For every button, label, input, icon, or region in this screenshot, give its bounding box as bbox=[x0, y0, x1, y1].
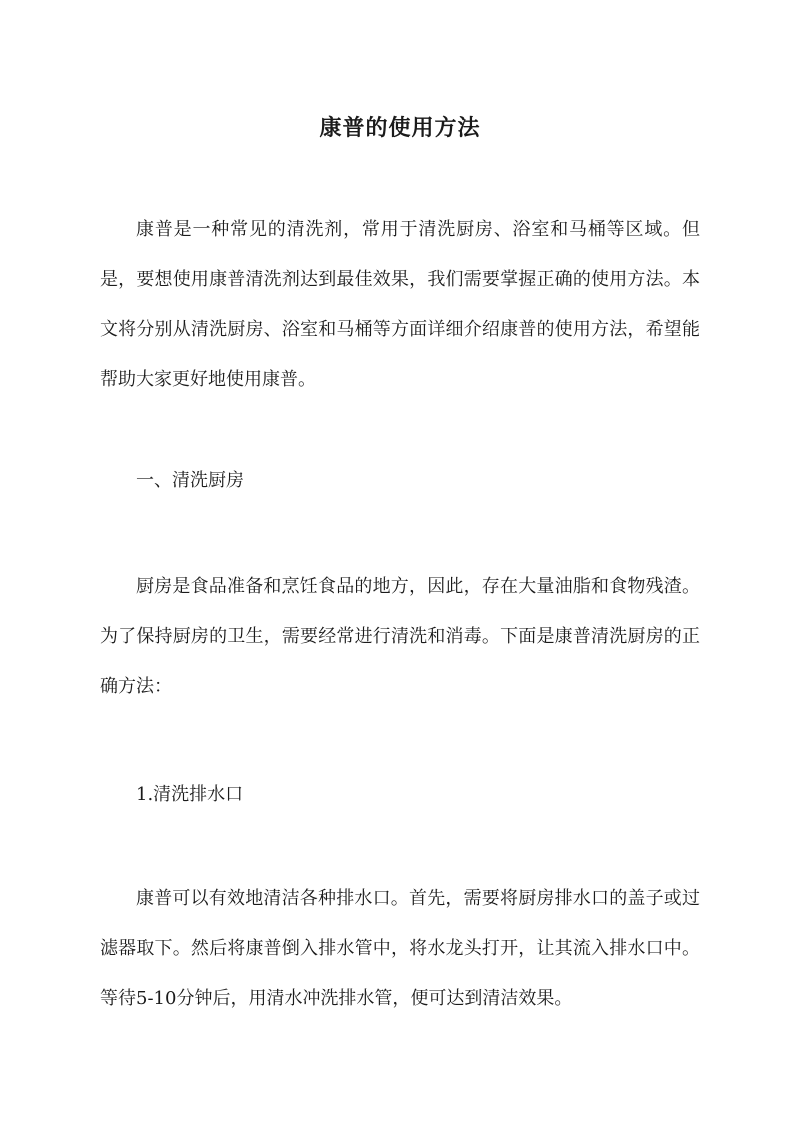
intro-paragraph: 康普是一种常见的清洗剂，常用于清洗厨房、浴室和马桶等区域。但是，要想使用康普清洗剂达到最佳效果，我们需要掌握正确的使用方法。本文将分别从清洗厨房、浴室和马桶等方面详细介绍康普的使用方法，希望能帮助大家更好地使用康普。 bbox=[100, 219, 700, 390]
section-heading-kitchen: 一、清洗厨房 bbox=[136, 470, 244, 491]
subsection-heading-drain: 1.清洗排水口 bbox=[136, 784, 244, 805]
kitchen-paragraph: 厨房是食品准备和烹饪食品的地方，因此，存在大量油脂和食物残渣。为了保持厨房的卫生，需要经常进行清洗和消毒。下面是康普清洗厨房的正确方法： bbox=[100, 576, 700, 697]
drain-paragraph: 康普可以有效地清洁各种排水口。首先，需要将厨房排水口的盖子或过滤器取下。然后将康普倒入排水管中，将水龙头打开，让其流入排水口中。等待5-10分钟后，用清水冲洗排水管，便可达到清洁效果。 bbox=[100, 888, 700, 1009]
page-title: 康普的使用方法 bbox=[319, 114, 481, 141]
